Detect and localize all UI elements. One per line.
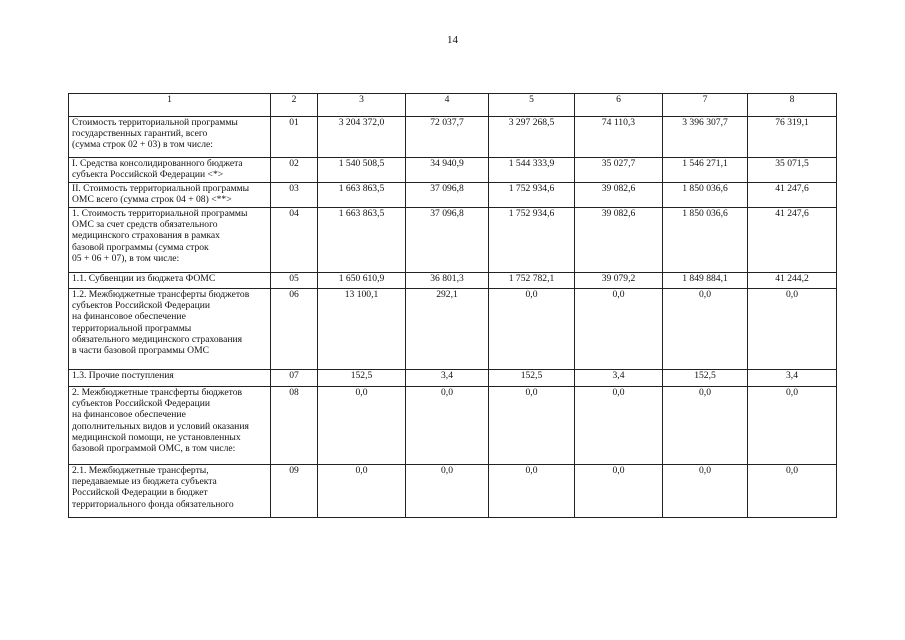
value-cell: 41 244,2 bbox=[748, 273, 837, 289]
row-code: 04 bbox=[271, 208, 318, 273]
row-label-line: на финансовое обеспечение bbox=[72, 409, 186, 421]
value-cell: 37 096,8 bbox=[406, 183, 489, 208]
value-cell: 1 663 863,5 bbox=[318, 183, 406, 208]
column-header: 1 bbox=[69, 94, 271, 117]
row-label-line: территориального фонда обязательного bbox=[72, 498, 234, 510]
column-header: 2 bbox=[271, 94, 318, 117]
table-row bbox=[69, 158, 837, 183]
value-cell: 3,4 bbox=[748, 370, 837, 387]
value-cell: 0,0 bbox=[318, 465, 406, 518]
value-cell: 0,0 bbox=[575, 387, 663, 465]
value-cell: 1 752 782,1 bbox=[489, 273, 575, 289]
table-row bbox=[69, 465, 837, 518]
row-label-line: Российской Федерации в бюджет bbox=[72, 487, 208, 499]
row-label-line: ОМС всего (сумма строк 04 + 08) <**> bbox=[72, 194, 232, 206]
value-cell: 72 037,7 bbox=[406, 117, 489, 158]
row-label-line: субъектов Российской Федерации bbox=[72, 398, 210, 410]
row-label-line: 1.1. Субвенции из бюджета ФОМС bbox=[72, 273, 216, 284]
value-cell: 0,0 bbox=[663, 289, 748, 370]
value-cell: 1 650 610,9 bbox=[318, 273, 406, 289]
value-cell: 41 247,6 bbox=[748, 208, 837, 273]
value-cell: 0,0 bbox=[406, 387, 489, 465]
row-code: 06 bbox=[271, 289, 318, 370]
row-label-line: 1. Стоимость территориальной программы bbox=[72, 208, 248, 219]
value-cell: 36 801,3 bbox=[406, 273, 489, 289]
value-cell: 0,0 bbox=[748, 289, 837, 370]
row-label-line: в части базовой программы ОМС bbox=[72, 345, 210, 357]
value-cell: 35 071,5 bbox=[748, 158, 837, 183]
financial-table bbox=[68, 93, 837, 518]
row-code: 01 bbox=[271, 117, 318, 158]
value-cell: 0,0 bbox=[489, 465, 575, 518]
value-cell: 0,0 bbox=[489, 387, 575, 465]
value-cell: 3 297 268,5 bbox=[489, 117, 575, 158]
value-cell: 34 940,9 bbox=[406, 158, 489, 183]
row-label bbox=[69, 289, 271, 370]
value-cell: 0,0 bbox=[575, 465, 663, 518]
row-label-line: передаваемые из бюджета субъекта bbox=[72, 476, 217, 488]
row-label-line: медицинской помощи, не установленных bbox=[72, 431, 241, 443]
value-cell: 0,0 bbox=[663, 465, 748, 518]
value-cell: 1 849 884,1 bbox=[663, 273, 748, 289]
value-cell: 1 663 863,5 bbox=[318, 208, 406, 273]
row-label bbox=[69, 117, 271, 158]
table-row bbox=[69, 387, 837, 465]
row-label-line: территориальной программы bbox=[72, 322, 192, 334]
row-label-line: базовой программы (сумма строк bbox=[72, 241, 209, 253]
value-cell: 0,0 bbox=[318, 387, 406, 465]
row-code: 05 bbox=[271, 273, 318, 289]
value-cell: 13 100,1 bbox=[318, 289, 406, 370]
value-cell: 152,5 bbox=[318, 370, 406, 387]
row-code: 09 bbox=[271, 465, 318, 518]
value-cell: 152,5 bbox=[663, 370, 748, 387]
row-label bbox=[69, 158, 271, 183]
value-cell: 35 027,7 bbox=[575, 158, 663, 183]
value-cell: 1 540 508,5 bbox=[318, 158, 406, 183]
table-row bbox=[69, 289, 837, 370]
column-header: 4 bbox=[406, 94, 489, 117]
row-label-line: I. Средства консолидированного бюджета bbox=[72, 158, 243, 169]
table-row bbox=[69, 117, 837, 158]
row-label-line: дополнительных видов и условий оказания bbox=[72, 420, 249, 432]
row-label-line: субъектов Российской Федерации bbox=[72, 300, 210, 312]
value-cell: 0,0 bbox=[575, 289, 663, 370]
value-cell: 3 396 307,7 bbox=[663, 117, 748, 158]
row-label-line: Стоимость территориальной программы bbox=[72, 117, 238, 128]
column-header: 8 bbox=[748, 94, 837, 117]
row-label-line: субъекта Российской Федерации <*> bbox=[72, 169, 224, 181]
row-label-line: государственных гарантий, всего bbox=[72, 128, 208, 140]
row-label-line: 2. Межбюджетные трансферты бюджетов bbox=[72, 387, 243, 398]
row-label-line: 05 + 06 + 07), в том числе: bbox=[72, 252, 180, 264]
value-cell: 1 752 934,6 bbox=[489, 208, 575, 273]
row-label-line: 1.3. Прочие поступления bbox=[72, 370, 174, 381]
value-cell: 1 544 333,9 bbox=[489, 158, 575, 183]
row-label-line: II. Стоимость территориальной программы bbox=[72, 183, 250, 194]
value-cell: 1 752 934,6 bbox=[489, 183, 575, 208]
value-cell: 39 079,2 bbox=[575, 273, 663, 289]
row-code: 02 bbox=[271, 158, 318, 183]
column-header: 6 bbox=[575, 94, 663, 117]
value-cell: 3 204 372,0 bbox=[318, 117, 406, 158]
table-row bbox=[69, 208, 837, 273]
row-label-line: базовой программой ОМС, в том числе: bbox=[72, 443, 236, 455]
row-label bbox=[69, 465, 271, 518]
value-cell: 0,0 bbox=[406, 465, 489, 518]
row-label-line: обязательного медицинского страхования bbox=[72, 333, 243, 345]
value-cell: 0,0 bbox=[748, 387, 837, 465]
value-cell: 76 319,1 bbox=[748, 117, 837, 158]
row-label-line: ОМС за счет средств обязательного bbox=[72, 219, 218, 231]
header-row bbox=[69, 94, 837, 117]
value-cell: 0,0 bbox=[748, 465, 837, 518]
table-row bbox=[69, 183, 837, 208]
row-label bbox=[69, 273, 271, 289]
table-row bbox=[69, 370, 837, 387]
row-code: 07 bbox=[271, 370, 318, 387]
value-cell: 152,5 bbox=[489, 370, 575, 387]
column-header: 7 bbox=[663, 94, 748, 117]
value-cell: 41 247,6 bbox=[748, 183, 837, 208]
value-cell: 0,0 bbox=[663, 387, 748, 465]
value-cell: 1 850 036,6 bbox=[663, 208, 748, 273]
value-cell: 37 096,8 bbox=[406, 208, 489, 273]
page-number: 14 bbox=[447, 34, 458, 46]
row-label bbox=[69, 208, 271, 273]
table-row bbox=[69, 273, 837, 289]
row-label-line: 1.2. Межбюджетные трансферты бюджетов bbox=[72, 289, 250, 300]
row-label-line: на финансовое обеспечение bbox=[72, 311, 186, 323]
value-cell: 3,4 bbox=[575, 370, 663, 387]
row-label-line: (сумма строк 02 + 03) в том числе: bbox=[72, 139, 213, 151]
value-cell: 292,1 bbox=[406, 289, 489, 370]
column-header: 3 bbox=[318, 94, 406, 117]
row-label bbox=[69, 183, 271, 208]
row-label bbox=[69, 387, 271, 465]
row-code: 03 bbox=[271, 183, 318, 208]
row-label-line: медицинского страхования в рамках bbox=[72, 230, 220, 242]
value-cell: 1 546 271,1 bbox=[663, 158, 748, 183]
value-cell: 0,0 bbox=[489, 289, 575, 370]
row-label bbox=[69, 370, 271, 387]
value-cell: 74 110,3 bbox=[575, 117, 663, 158]
value-cell: 39 082,6 bbox=[575, 183, 663, 208]
row-label-line: 2.1. Межбюджетные трансферты, bbox=[72, 465, 209, 476]
column-header: 5 bbox=[489, 94, 575, 117]
value-cell: 3,4 bbox=[406, 370, 489, 387]
value-cell: 1 850 036,6 bbox=[663, 183, 748, 208]
value-cell: 39 082,6 bbox=[575, 208, 663, 273]
row-code: 08 bbox=[271, 387, 318, 465]
